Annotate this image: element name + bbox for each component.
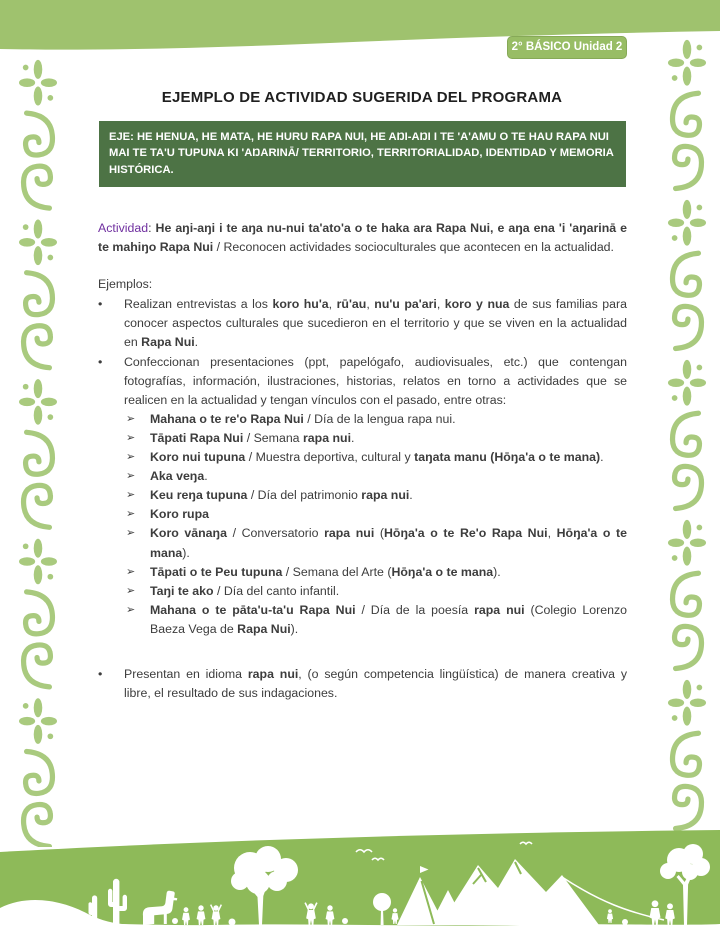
text-run: , [328, 297, 337, 312]
text-run: / Conversatorio [226, 526, 325, 541]
text-run: Mahana o te pāta'u-ta'u Rapa Nui [150, 602, 356, 617]
text-run: de sus familias para conocer aspectos culturales que sucedieron en el territorio y que se viven en la actualidad en [124, 297, 628, 350]
list-item-text [124, 665, 627, 703]
bullet-marker: ➢ [126, 412, 136, 425]
text-run: / Día del patrimonio [247, 488, 362, 503]
text-run: : [148, 221, 156, 235]
bullet-marker: • [98, 297, 103, 312]
text-run: ). [182, 545, 190, 560]
eje-box [99, 121, 626, 187]
page-title: EJEMPLO DE ACTIVIDAD SUGERIDA DEL PROGRAMA [161, 89, 563, 106]
text-run: . [351, 430, 355, 445]
sub-activity-item [126, 505, 627, 524]
examples-bullet-list [98, 295, 627, 410]
text-run: Actividad [98, 221, 149, 235]
bullet-marker: • [98, 354, 103, 369]
text-run: Hōŋa'a o te mana [391, 564, 494, 579]
text-run: / Día de la lengua rapa nui. [303, 411, 456, 426]
bullet-marker: ➢ [126, 584, 136, 597]
text-run: Taŋi te ako [150, 583, 214, 598]
sub-activity-item [126, 429, 627, 448]
text-run: He aŋi-aŋi i te aŋa nu-nui ta'ato'a o te haka ara Rapa Nui, e aŋa ena 'i 'aŋarinā e te mahiŋo Rapa Nui [98, 221, 627, 255]
text-run: ( [374, 526, 384, 541]
text-run: Hōŋa'a o te Re'o Rapa Nui [384, 526, 548, 541]
bullet-marker: ➢ [126, 565, 136, 578]
example-bullet-item [98, 353, 627, 410]
text-run: koro y nua [444, 297, 510, 312]
activity-paragraph [98, 219, 627, 257]
list-item-text [150, 524, 627, 562]
text-run: Rapa Nui [237, 621, 291, 636]
text-run: Hōŋa'a o te mana [150, 526, 628, 560]
text-run: rapa nui [324, 526, 375, 541]
sub-activity-item [126, 601, 627, 639]
sub-activity-item [126, 582, 627, 601]
text-run: taŋata manu (Hōŋa'a o te mana) [414, 450, 601, 465]
list-item-text [124, 353, 627, 410]
sub-activity-item [126, 524, 627, 562]
examples-heading: Ejemplos: [98, 277, 153, 292]
text-run: rapa nui [302, 430, 351, 445]
list-item-text [150, 448, 627, 467]
text-run: . [194, 335, 199, 350]
bullet-marker: ➢ [126, 470, 136, 483]
text-run: nu'u pa'ari [374, 297, 437, 312]
text-run: Keu reŋa tupuna [150, 488, 248, 503]
closing-bullet-item [98, 665, 627, 703]
koru-border-left-icon [19, 57, 57, 847]
landscape-silhouette-icon [0, 830, 720, 932]
text-run: Koro rupa [150, 507, 209, 522]
content-column [98, 219, 627, 703]
text-run: . [600, 450, 604, 465]
text-run: Realizan entrevistas a los [124, 297, 273, 312]
text-run: Mahana o te re'o Rapa Nui [150, 411, 304, 426]
text-run: ). [290, 621, 299, 636]
text-run: / Semana del Arte ( [282, 564, 392, 579]
closing-bullet-list [98, 665, 627, 703]
list-item-text [150, 505, 627, 524]
text-run: (Colegio Lorenzo Baeza Vega de [150, 602, 628, 636]
text-run: Tāpati o te Peu tupuna [150, 564, 283, 579]
bullet-marker: • [98, 666, 103, 681]
unit-badge: 2° BÁSICO Unidad 2 [507, 36, 627, 59]
text-run: koro hu'a [272, 297, 329, 312]
bullet-marker: ➢ [126, 527, 136, 540]
bullet-marker: ➢ [126, 431, 136, 444]
list-item-text [150, 486, 627, 505]
text-run: , (o según competencia lingüística) de manera creativa y libre, el resultado de sus indagaciones. [124, 666, 627, 701]
text-run: Presentan en idioma [124, 666, 248, 681]
text-run: , [547, 526, 557, 541]
sub-activity-item [126, 467, 627, 486]
list-item-text [150, 563, 627, 582]
text-run: Aka veŋa [150, 469, 205, 484]
text-run: , [366, 297, 375, 312]
bullet-marker: ➢ [126, 451, 136, 464]
sub-activity-item [126, 410, 627, 429]
text-run: / Día de la poesía [355, 602, 475, 617]
text-run: Confeccionan presentaciones (ppt, papelógafo, audiovisuales, etc.) que contengan fotografías, información, ilustraciones, historias, relatos en torno a actividades que se realicen en la actualidad y tengan vínculos con el pasado, entre otras: [124, 354, 627, 407]
eje-text: EJE: HE HENUA, HE MATA, HE HURU RAPA NUI, HE AŊI-AŊI I TE 'A'AMU O TE HAU RAPA NUI MAI TE TA'U TUPUNA KI 'AŊARINĀ/ TERRITORIO, TERRITORIALIDAD, IDENTIDAD Y MEMORIA HISTÓRICA. [109, 131, 614, 176]
text-run: Tāpati Rapa Nui [150, 430, 244, 445]
sub-activity-item [126, 563, 627, 582]
text-run: / Día del canto infantil. [213, 583, 340, 598]
sub-activity-item [126, 486, 627, 505]
list-item-text [150, 601, 627, 639]
text-run: , [436, 297, 445, 312]
text-run: rapa nui [361, 488, 410, 503]
sub-activity-item [126, 448, 627, 467]
bullet-marker: ➢ [126, 489, 136, 502]
text-run: / Reconocen actividades socioculturales que acontecen en la actualidad. [213, 240, 614, 255]
bullet-marker: ➢ [126, 603, 136, 616]
sub-activities-list [126, 410, 627, 639]
list-item-text [124, 295, 627, 352]
text-run: Rapa Nui [141, 335, 195, 350]
text-run: . [409, 488, 413, 503]
list-item-text [150, 582, 627, 601]
example-bullet-item [98, 295, 627, 352]
text-run: Koro nui tupuna [150, 450, 246, 465]
list-item-text [150, 467, 627, 486]
koru-border-right-icon [667, 38, 707, 832]
text-run: rū'au [336, 297, 367, 312]
text-run: rapa nui [474, 602, 525, 617]
text-run: . [204, 469, 208, 484]
text-run: rapa nui [247, 666, 299, 681]
bullet-marker: ➢ [126, 508, 136, 521]
text-run: / Semana [243, 430, 303, 445]
list-item-text [150, 429, 627, 448]
text-run: / Muestra deportiva, cultural y [245, 450, 415, 465]
text-run: Koro vānaŋa [150, 526, 227, 541]
list-item-text [150, 410, 627, 429]
text-run: ). [493, 564, 501, 579]
